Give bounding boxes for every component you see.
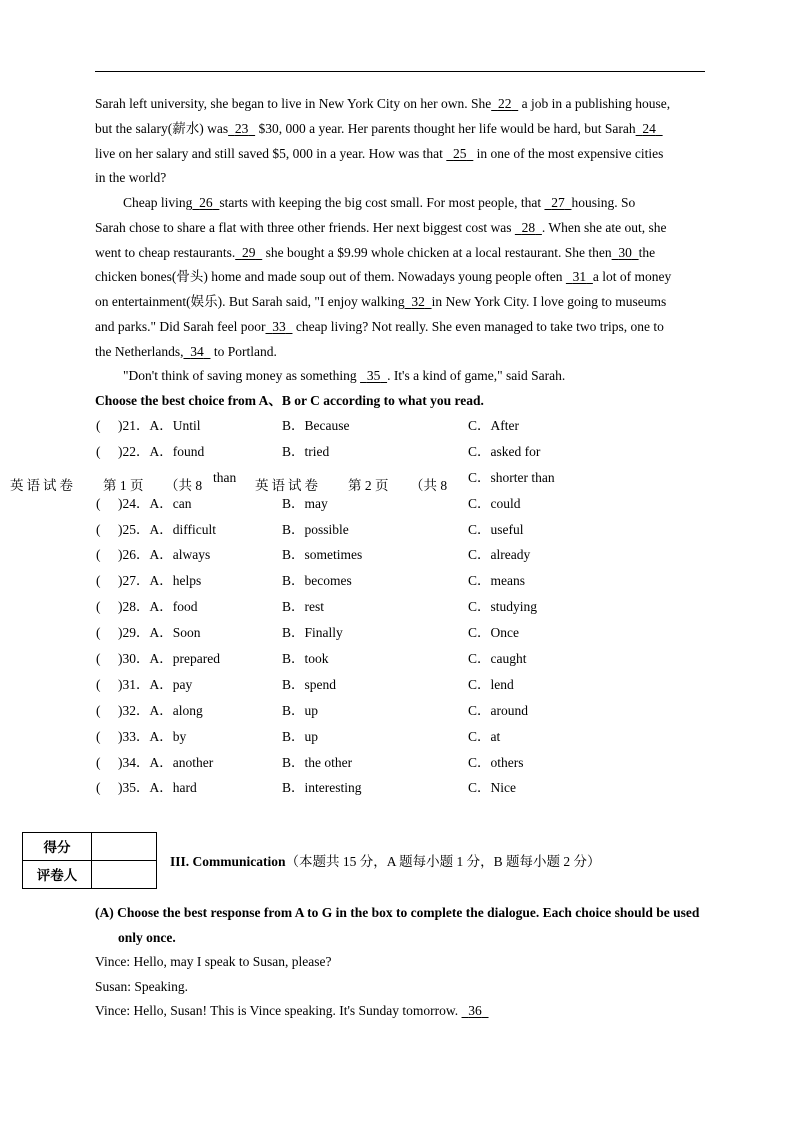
score-value-cell	[92, 833, 156, 861]
option-b-text: may	[304, 495, 328, 511]
option-a	[118, 413, 201, 439]
dialogue-line	[95, 950, 755, 975]
option-c-label: C．	[468, 702, 491, 718]
option-c-text: useful	[490, 521, 524, 537]
option-c-label: C．	[468, 676, 491, 692]
option-b-text: sometimes	[304, 547, 363, 563]
footer-page-number: 第 1 页	[103, 478, 144, 493]
option-c-label: C．	[468, 780, 491, 796]
passage-line	[95, 117, 755, 142]
passage-line-text: a job in a publishing house,	[518, 96, 671, 111]
option-a-text: by	[172, 728, 187, 744]
passage-line-text: chicken bones(骨头) home and made soup out of them. Nowadays young people often	[95, 269, 566, 285]
passage-line	[95, 265, 755, 290]
option-c	[468, 724, 500, 750]
option-c	[468, 620, 519, 646]
question-number: 21	[122, 418, 136, 433]
passage-line-text: cheap living? Not really. She even managed to take two trips, one to	[292, 318, 664, 334]
question-number: 35	[122, 780, 136, 796]
option-b-label: B．	[282, 702, 305, 718]
option-a-text: can	[172, 495, 192, 511]
question-row	[0, 568, 800, 594]
question-number: 25	[122, 521, 136, 537]
question-number-dot: ．	[136, 418, 150, 433]
option-a	[118, 594, 198, 620]
option-c-text: caught	[490, 651, 527, 667]
option-b-label: B．	[282, 573, 305, 589]
option-a-text: hard	[172, 780, 197, 796]
page-footer-overlay	[0, 477, 800, 495]
option-c-label: C．	[468, 443, 491, 459]
question-number: 24	[122, 495, 136, 511]
question-row	[0, 724, 800, 750]
question-number-dot: ．	[136, 754, 150, 770]
question-number: 34	[122, 754, 136, 770]
option-c-text: After	[490, 418, 519, 433]
option-b-label: B．	[282, 728, 305, 744]
option-b-label: B．	[282, 443, 305, 459]
question-number-dot: ．	[136, 547, 150, 563]
answer-paren-open: (	[96, 495, 101, 511]
passage-line-text: she bought a $9.99 whole chicken at a local restaurant. She then	[262, 244, 612, 260]
option-c-text: lend	[490, 676, 514, 692]
answer-blank: 23	[234, 120, 249, 136]
part-a-instruction: (A) Choose the best response from A to G in the box to complete the dialogue. Each choice should be used	[95, 905, 700, 920]
passage-line-text: housing. So	[571, 195, 636, 210]
option-a	[118, 724, 186, 750]
answer-paren-close: )	[118, 443, 123, 459]
answer-paren-open: (	[96, 728, 101, 744]
question-row	[0, 698, 800, 724]
answer-blank: 36	[468, 1003, 482, 1018]
question-number-dot: ．	[136, 443, 150, 459]
answer-paren-open: (	[96, 443, 101, 459]
option-a-text: always	[172, 547, 211, 563]
option-a	[118, 750, 213, 776]
answer-paren-close: )	[118, 651, 123, 667]
answer-blank: 30	[618, 244, 632, 260]
option-a-label: A．	[149, 651, 173, 667]
answer-paren-open: (	[96, 676, 101, 692]
passage-line-text: . It's a kind of game," said Sarah.	[387, 368, 566, 384]
option-c	[468, 517, 524, 543]
option-c-label: C．	[468, 573, 491, 589]
header-rule	[95, 71, 705, 72]
option-a-label: A．	[149, 754, 173, 770]
answer-paren-close: )	[118, 676, 123, 692]
passage-line-text: "Don't think of saving money as something	[123, 368, 361, 384]
option-b-label: B．	[282, 495, 305, 511]
question-row	[0, 672, 800, 698]
option-c-text: means	[490, 573, 526, 589]
option-b-label: B．	[282, 676, 305, 692]
option-c-label: C．	[468, 728, 491, 744]
option-c-text: studying	[490, 599, 538, 615]
dialogue-line-text: Vince: Hello, Susan! This is Vince speaking. It's Sunday tomorrow.	[95, 1003, 462, 1018]
option-c-text: shorter than	[490, 469, 555, 485]
answer-blank: 34	[190, 343, 204, 359]
option-c	[468, 568, 525, 594]
answer-blank: 32	[411, 294, 425, 309]
answer-blank: 26	[199, 195, 213, 210]
answer-paren-open: (	[96, 702, 101, 718]
question-number: 26	[122, 547, 136, 563]
question-number-dot: ．	[136, 573, 150, 589]
answer-blank: 29	[241, 244, 256, 260]
option-b-text: possible	[304, 521, 349, 537]
option-c-text: around	[490, 702, 529, 718]
option-c-label: C．	[468, 418, 491, 433]
footer-page-total: （共 8	[165, 478, 203, 493]
option-c	[468, 646, 527, 672]
question-number-dot: ．	[136, 676, 150, 692]
option-a	[118, 698, 203, 724]
grader-label: 评卷人	[23, 861, 92, 889]
option-a-text: pay	[172, 676, 193, 692]
option-b-text: Because	[304, 418, 350, 433]
passage-line-text: $30, 000 a year. Her parents thought her life would be hard, but Sarah	[255, 120, 636, 136]
option-c	[468, 750, 524, 776]
grader-value-cell	[92, 861, 156, 889]
footer-title: 英语试卷	[10, 478, 76, 493]
option-b	[282, 517, 349, 543]
passage-line-text: and parks." Did Sarah feel poor	[95, 318, 266, 334]
option-a	[118, 672, 192, 698]
option-b	[282, 439, 329, 465]
option-c	[468, 672, 514, 698]
option-a-label: A．	[149, 521, 173, 537]
question-number: 27	[122, 573, 136, 589]
answer-paren-open: (	[96, 547, 101, 563]
passage-line-text: the Netherlands,	[95, 343, 184, 359]
passage-line	[95, 216, 755, 241]
option-c-text: Once	[490, 625, 519, 641]
answer-blank: 28	[521, 219, 536, 235]
option-a-label: A．	[149, 495, 173, 511]
question-number: 33	[122, 728, 136, 744]
option-a-text: food	[172, 599, 198, 615]
dialogue-line	[95, 999, 755, 1024]
answer-blank: 24	[642, 120, 656, 136]
option-c-label: C．	[468, 625, 491, 641]
cloze-passage	[95, 92, 755, 389]
option-b	[282, 620, 343, 646]
option-a-text: helps	[172, 573, 202, 589]
option-a-label: A．	[149, 443, 173, 459]
score-box	[22, 832, 157, 889]
option-c-label: C．	[468, 547, 491, 563]
option-b-label: B．	[282, 651, 305, 667]
dialogue	[95, 950, 755, 1024]
option-b-label: B．	[282, 418, 305, 433]
option-b-text: becomes	[304, 573, 352, 589]
option-c-text: already	[490, 547, 531, 563]
question-number-dot: ．	[136, 780, 150, 796]
answer-blank: 22	[497, 96, 512, 111]
answer-blank: 33	[272, 318, 286, 334]
passage-line	[95, 340, 755, 365]
passage-line-text: the	[638, 244, 656, 260]
dialogue-line-text: Susan: Speaking.	[95, 978, 188, 994]
question-row	[0, 542, 800, 568]
option-a-label: A．	[149, 780, 173, 796]
passage-line	[95, 92, 755, 117]
option-a	[118, 620, 201, 646]
answer-blank: 27	[551, 195, 565, 210]
passage-line	[95, 142, 755, 167]
option-b	[282, 750, 352, 776]
answer-paren-open: (	[96, 651, 101, 667]
passage-line	[95, 315, 755, 340]
option-a-label: A．	[149, 418, 173, 433]
option-c	[468, 542, 530, 568]
option-a	[118, 568, 201, 594]
passage-line-text: starts with keeping the big cost small. For most people, that	[219, 195, 545, 210]
option-a	[118, 439, 204, 465]
answer-paren-open: (	[96, 780, 101, 796]
choices-list	[0, 413, 800, 801]
section-title: III. Communication	[170, 854, 286, 869]
option-c-text: could	[490, 495, 521, 511]
answer-paren-close: )	[118, 625, 123, 641]
question-number: 29	[122, 625, 136, 641]
option-b-label: B．	[282, 521, 305, 537]
footer-page-total: （共 8	[410, 478, 448, 493]
passage-line-text: Sarah chose to share a flat with three other friends. Her next biggest cost was	[95, 219, 515, 235]
option-c-text: Nice	[490, 780, 516, 796]
answer-paren-open: (	[96, 573, 101, 589]
passage-line	[95, 241, 755, 266]
question-number-dot: ．	[136, 521, 150, 537]
option-a-label: A．	[149, 702, 173, 718]
passage-line-text: Cheap living	[123, 195, 193, 210]
answer-paren-close: )	[118, 780, 123, 796]
option-a-label: A．	[149, 625, 173, 641]
option-a-label: A．	[149, 728, 173, 744]
dialogue-line	[95, 975, 755, 1000]
option-c-label: C．	[468, 521, 491, 537]
part-a-instruction-continued: only once.	[118, 930, 176, 945]
answer-paren-open: (	[96, 599, 101, 615]
passage-line-text: in one of the most expensive cities	[473, 145, 664, 161]
option-b-text: tried	[304, 443, 330, 459]
option-a-text-partial: than	[213, 469, 237, 485]
option-b	[282, 646, 329, 672]
option-a-text: Until	[172, 418, 201, 433]
option-a-text: found	[172, 443, 205, 459]
option-a	[118, 517, 216, 543]
option-a-label: A．	[149, 573, 173, 589]
option-a-label: A．	[149, 676, 173, 692]
dialogue-line-text: Vince: Hello, may I speak to Susan, please?	[95, 954, 332, 969]
option-b-text: rest	[304, 599, 325, 615]
option-b-label: B．	[282, 754, 305, 770]
section-note: （本题共 15 分，A 题每小题 1 分，B 题每小题 2 分）	[285, 854, 601, 869]
passage-line	[95, 166, 755, 191]
question-number-dot: ．	[136, 599, 150, 615]
option-a-text: Soon	[172, 625, 201, 641]
passage-line-text: a lot of money	[592, 269, 672, 285]
answer-paren-close: )	[118, 521, 123, 537]
option-a-text: another	[172, 754, 214, 770]
option-c	[468, 594, 537, 620]
question-row	[0, 517, 800, 543]
option-b-text: interesting	[304, 780, 362, 796]
option-a-text: prepared	[172, 651, 220, 667]
passage-line-text: in the world?	[95, 170, 167, 186]
option-b	[282, 775, 362, 801]
answer-paren-close: )	[118, 754, 123, 770]
answer-paren-open: (	[96, 625, 101, 641]
passage-line-text: Sarah left university, she began to live in New York City on her own. She	[95, 96, 492, 111]
option-b-label: B．	[282, 547, 305, 563]
answer-paren-close: )	[118, 728, 123, 744]
option-c-text: asked for	[490, 443, 541, 459]
option-c	[468, 439, 540, 465]
section-heading	[170, 853, 601, 871]
option-b	[282, 724, 318, 750]
option-b	[282, 698, 318, 724]
option-c-label: C．	[468, 469, 491, 485]
option-b	[282, 594, 324, 620]
option-b	[282, 568, 352, 594]
choices-instruction: Choose the best choice from A、B or C according to what you read.	[95, 393, 484, 408]
option-c-text: at	[490, 728, 501, 744]
question-number: 30	[122, 651, 136, 667]
option-a-text: along	[172, 702, 203, 718]
option-b-label: B．	[282, 625, 305, 641]
option-a	[118, 775, 197, 801]
answer-paren-close: )	[118, 573, 123, 589]
question-number: 28	[122, 599, 136, 615]
option-c-text: others	[490, 754, 524, 770]
passage-line-text: live on her salary and still saved $5, 000 in a year. How was that	[95, 145, 447, 161]
option-b-text: up	[304, 702, 319, 718]
option-b-text: up	[304, 728, 319, 744]
passage-line	[95, 191, 755, 216]
passage-line	[95, 364, 755, 389]
option-a	[118, 542, 210, 568]
question-row	[0, 620, 800, 646]
question-number-dot: ．	[136, 728, 150, 744]
footer-title: 英语试卷	[255, 478, 321, 493]
answer-paren-close: )	[118, 495, 123, 511]
option-c	[468, 775, 516, 801]
question-row	[0, 439, 800, 465]
option-c-label: C．	[468, 754, 491, 770]
answer-paren-open: (	[96, 754, 101, 770]
option-c	[468, 698, 528, 724]
option-a-label: A．	[149, 599, 173, 615]
option-b-label: B．	[282, 780, 305, 796]
passage-line-text: . When she ate out, she	[541, 219, 667, 235]
question-row	[0, 775, 800, 801]
question-number: 22	[122, 443, 136, 459]
score-label: 得分	[23, 833, 92, 861]
question-number-dot: ．	[136, 625, 150, 641]
question-number: 32	[122, 702, 136, 718]
answer-paren-close: )	[118, 418, 123, 433]
question-number: 31	[122, 676, 136, 692]
question-number-dot: ．	[136, 495, 150, 511]
passage-line-text: but the salary(薪水) was	[95, 120, 229, 136]
option-b-label: B．	[282, 599, 305, 615]
answer-paren-close: )	[118, 547, 123, 563]
answer-blank: 35	[366, 368, 381, 384]
option-b	[282, 672, 336, 698]
option-c-label: C．	[468, 651, 491, 667]
answer-paren-close: )	[118, 702, 123, 718]
answer-paren-open: (	[96, 418, 101, 433]
option-c-label: C．	[468, 495, 491, 511]
option-b	[282, 413, 350, 439]
option-c-label: C．	[468, 599, 491, 615]
answer-paren-close: )	[118, 599, 123, 615]
option-c	[468, 413, 519, 439]
question-row	[0, 750, 800, 776]
answer-blank: 31	[572, 269, 587, 285]
footer-page-number: 第 2 页	[348, 478, 389, 493]
option-a	[118, 646, 220, 672]
answer-blank: 25	[453, 145, 467, 161]
option-b-text: spend	[304, 676, 337, 692]
passage-line-text: went to cheap restaurants.	[95, 244, 236, 260]
question-row	[0, 413, 800, 439]
question-row	[0, 646, 800, 672]
option-b	[282, 542, 362, 568]
passage-line-text: on entertainment(娱乐). But Sarah said, "I enjoy walking	[95, 294, 405, 309]
option-a-text: difficult	[172, 521, 216, 537]
question-number-dot: ．	[136, 702, 150, 718]
passage-line-text: to Portland.	[210, 343, 277, 359]
answer-paren-open: (	[96, 521, 101, 537]
passage-line	[95, 290, 755, 315]
question-number-dot: ．	[136, 651, 150, 667]
passage-line-text: in New York City. I love going to museums	[431, 294, 667, 309]
option-a-label: A．	[149, 547, 173, 563]
option-b-text: took	[304, 651, 329, 667]
option-b-text: Finally	[304, 625, 343, 641]
option-b-text: the other	[304, 754, 353, 770]
question-row	[0, 594, 800, 620]
